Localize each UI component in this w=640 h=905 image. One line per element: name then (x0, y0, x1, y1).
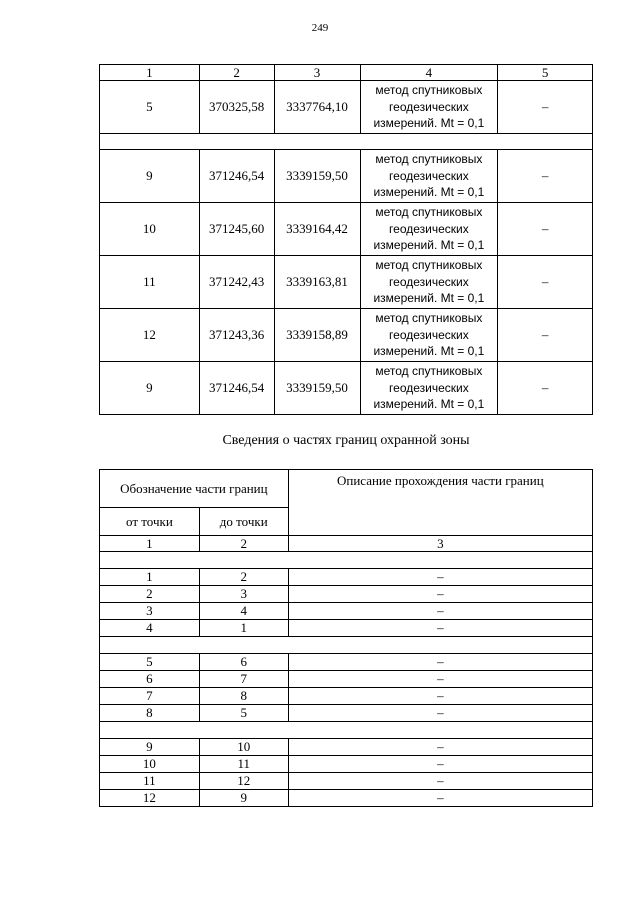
from-point: 1 (100, 569, 200, 586)
column-number: 1 (100, 536, 200, 552)
part-description: – (288, 790, 592, 807)
y-coordinate: 3339163,81 (274, 256, 360, 309)
from-point: 11 (100, 773, 200, 790)
x-coordinate: 371242,43 (199, 256, 274, 309)
boundary-part-row (100, 705, 593, 722)
method-line: метод спутниковых (375, 258, 483, 273)
boundary-parts-table (99, 469, 593, 807)
to-point: 8 (199, 688, 288, 705)
point-number: 12 (100, 309, 200, 362)
column-number: 3 (288, 536, 592, 552)
from-point: 5 (100, 654, 200, 671)
point-number: 10 (100, 203, 200, 256)
to-point: 3 (199, 586, 288, 603)
from-point: 8 (100, 705, 200, 722)
separator-row (100, 637, 593, 654)
method-line: измерений. Mt = 0,1 (373, 344, 485, 359)
method-description (360, 150, 498, 203)
method-line: измерений. Mt = 0,1 (373, 291, 485, 306)
method-line: геодезических (389, 380, 469, 395)
column-number: 3 (274, 65, 360, 81)
column-number: 5 (498, 65, 593, 81)
separator-row (100, 552, 593, 569)
y-coordinate: 3339164,42 (274, 203, 360, 256)
x-coordinate: 371246,54 (199, 150, 274, 203)
to-point: 10 (199, 739, 288, 756)
section-title: Сведения о частях границ охранной зоны (222, 433, 470, 448)
note: – (498, 81, 593, 134)
from-point: 10 (100, 756, 200, 773)
note: – (498, 256, 593, 309)
from-point: 7 (100, 688, 200, 705)
to-point: 11 (199, 756, 288, 773)
parts-header-row (100, 470, 593, 508)
method-line: метод спутниковых (375, 311, 483, 326)
coords-header-row (100, 65, 593, 81)
boundary-part-row (100, 586, 593, 603)
coords-row (100, 362, 593, 415)
method-line: геодезических (389, 168, 469, 183)
x-coordinate: 371243,36 (199, 309, 274, 362)
page-number: 249 (311, 22, 329, 34)
y-coordinate: 3339159,50 (274, 362, 360, 415)
coords-row (100, 203, 593, 256)
y-coordinate: 3337764,10 (274, 81, 360, 134)
part-description: – (288, 654, 592, 671)
note: – (498, 362, 593, 415)
from-point: 3 (100, 603, 200, 620)
boundary-part-row (100, 654, 593, 671)
header-description: Описание прохождения части границ (288, 470, 592, 536)
header-from-point: от точки (100, 508, 200, 536)
part-description: – (288, 586, 592, 603)
method-line: геодезических (389, 99, 469, 114)
coordinates-table (99, 64, 593, 415)
y-coordinate: 3339158,89 (274, 309, 360, 362)
x-coordinate: 371246,54 (199, 362, 274, 415)
parts-column-numbers-row (100, 536, 593, 552)
part-description: – (288, 688, 592, 705)
boundary-part-row (100, 739, 593, 756)
to-point: 1 (199, 620, 288, 637)
header-to-point: до точки (199, 508, 288, 536)
note: – (498, 150, 593, 203)
coords-row (100, 256, 593, 309)
note: – (498, 309, 593, 362)
header-designation: Обозначение части границ (100, 470, 289, 508)
method-line: измерений. Mt = 0,1 (373, 116, 485, 131)
separator-cell (100, 722, 593, 739)
method-line: измерений. Mt = 0,1 (373, 238, 485, 253)
to-point: 4 (199, 603, 288, 620)
separator-row (100, 134, 593, 150)
method-line: метод спутниковых (375, 205, 483, 220)
method-line: метод спутниковых (375, 83, 483, 98)
boundary-part-row (100, 756, 593, 773)
part-description: – (288, 756, 592, 773)
y-coordinate: 3339159,50 (274, 150, 360, 203)
to-point: 2 (199, 569, 288, 586)
column-number: 1 (100, 65, 200, 81)
separator-row (100, 722, 593, 739)
coords-row (100, 81, 593, 134)
method-description (360, 362, 498, 415)
part-description: – (288, 569, 592, 586)
method-description (360, 81, 498, 134)
part-description: – (288, 739, 592, 756)
from-point: 6 (100, 671, 200, 688)
point-number: 9 (100, 362, 200, 415)
from-point: 12 (100, 790, 200, 807)
part-description: – (288, 773, 592, 790)
note: – (498, 203, 593, 256)
to-point: 12 (199, 773, 288, 790)
method-description (360, 256, 498, 309)
part-description: – (288, 603, 592, 620)
boundary-part-row (100, 620, 593, 637)
from-point: 2 (100, 586, 200, 603)
to-point: 5 (199, 705, 288, 722)
method-description (360, 309, 498, 362)
part-description: – (288, 620, 592, 637)
to-point: 7 (199, 671, 288, 688)
part-description: – (288, 671, 592, 688)
to-point: 6 (199, 654, 288, 671)
boundary-part-row (100, 671, 593, 688)
boundary-part-row (100, 603, 593, 620)
method-line: геодезических (389, 327, 469, 342)
separator-cell (100, 134, 593, 150)
method-line: измерений. Mt = 0,1 (373, 397, 485, 412)
method-line: измерений. Mt = 0,1 (373, 185, 485, 200)
coords-row (100, 150, 593, 203)
method-description (360, 203, 498, 256)
from-point: 4 (100, 620, 200, 637)
to-point: 9 (199, 790, 288, 807)
x-coordinate: 371245,60 (199, 203, 274, 256)
point-number: 11 (100, 256, 200, 309)
method-line: метод спутниковых (375, 152, 483, 167)
method-line: метод спутниковых (375, 364, 483, 379)
method-line: геодезических (389, 221, 469, 236)
column-number: 2 (199, 65, 274, 81)
method-line: геодезических (389, 274, 469, 289)
coords-row (100, 309, 593, 362)
separator-cell (100, 552, 593, 569)
column-number: 2 (199, 536, 288, 552)
boundary-part-row (100, 773, 593, 790)
point-number: 5 (100, 81, 200, 134)
separator-cell (100, 637, 593, 654)
point-number: 9 (100, 150, 200, 203)
part-description: – (288, 705, 592, 722)
boundary-part-row (100, 688, 593, 705)
x-coordinate: 370325,58 (199, 81, 274, 134)
from-point: 9 (100, 739, 200, 756)
column-number: 4 (360, 65, 498, 81)
boundary-part-row (100, 790, 593, 807)
boundary-part-row (100, 569, 593, 586)
